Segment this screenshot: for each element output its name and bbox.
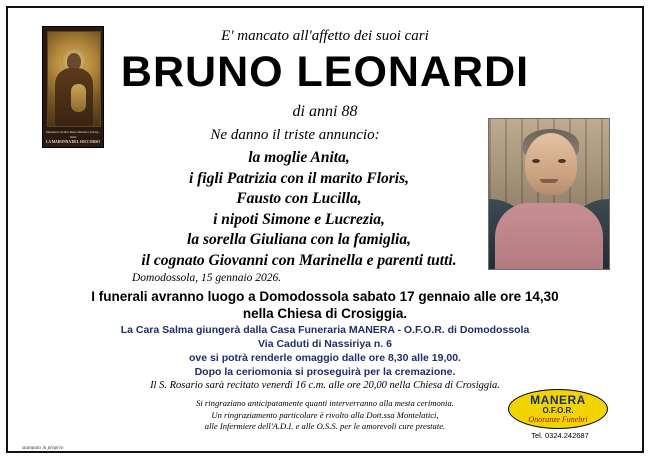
thanks-line: Si ringraziano anticipatamente quanti interverranno alla mesta cerimonia. bbox=[196, 398, 454, 408]
salma-line: Dopo la ceriomonia si proseguirà per la cremazione. bbox=[194, 366, 456, 378]
family-member-line: la moglie Anita, bbox=[248, 149, 350, 166]
salma-line: Via Caduti di Nassiriya n. 6 bbox=[257, 338, 393, 350]
family-member-line: Fausto con Lucilla, bbox=[236, 190, 362, 207]
announcement-line: Ne danno il triste annuncio: bbox=[210, 127, 380, 143]
madonna-caption-line1: Monastero di Mar Musa Damasco (Siria) - Italia bbox=[45, 130, 101, 139]
photo-head bbox=[525, 133, 577, 195]
rosary-line: Il S. Rosario sarà recitato venerdì 16 c.m. alle ore 20,00 nella Chiesa di Crosiggia. bbox=[150, 380, 500, 391]
madonna-caption-line2: LA MADONNA DEL SOCCORSO bbox=[46, 140, 100, 144]
funeral-home-logo bbox=[508, 389, 616, 441]
family-member-line: il cognato Giovanni con Marinella e parenti tutti. bbox=[141, 251, 457, 269]
funeral-line: nella Chiesa di Crosiggia. bbox=[242, 306, 408, 321]
thanks-line: alle Infermiere dell'A.D.I. e alle O.S.S. per le amorevoli cure prestate. bbox=[204, 421, 446, 431]
logo-title: MANERA bbox=[530, 393, 586, 407]
family-member-line: la sorella Giuliana con la famiglia, bbox=[187, 231, 411, 248]
photo-shirt bbox=[495, 203, 603, 269]
logo-subtitle: O.F.O.R. bbox=[542, 406, 574, 415]
deceased-photo bbox=[488, 118, 610, 270]
thanks-block bbox=[90, 398, 560, 433]
family-list bbox=[108, 148, 490, 271]
family-member-line: i figli Patrizia con il marito Floris, bbox=[188, 169, 410, 187]
logo-phone: Tel. 0324.242687 bbox=[531, 431, 589, 440]
deceased-age: di anni 88 bbox=[292, 103, 358, 120]
photo-eye-left bbox=[532, 159, 540, 163]
family-member-line: i nipoti Simone e Lucrezia, bbox=[213, 210, 385, 228]
print-note: stampato in proprio bbox=[22, 445, 64, 451]
salma-line: La Cara Salma giungerà dalla Casa Funeraria MANERA - O.F.O.R. di Domodossola bbox=[120, 324, 530, 336]
photo-mouth bbox=[540, 179, 558, 183]
intro-line: E' mancato all'affetto dei suoi cari bbox=[221, 28, 429, 44]
salma-line: ove si potrà renderle omaggio dalle ore 8,30 alle 19,00. bbox=[189, 352, 461, 364]
deceased-name: BRUNO LEONARDI bbox=[120, 48, 530, 96]
photo-eye-right bbox=[558, 159, 566, 163]
funeral-line: I funerali avranno luogo a Domodossola sabato 17 gennaio alle ore 14,30 bbox=[91, 289, 559, 304]
logo-tagline: Onoranze Funebri bbox=[528, 415, 588, 424]
salma-details bbox=[40, 323, 610, 379]
madonna-icon-caption bbox=[43, 130, 103, 145]
funeral-details bbox=[40, 288, 610, 322]
thanks-line: Un ringraziamento particolare è rivolto alla Dott.ssa Montelatici, bbox=[211, 409, 439, 420]
place-and-date: Domodossola, 15 gennaio 2026. bbox=[132, 272, 282, 284]
